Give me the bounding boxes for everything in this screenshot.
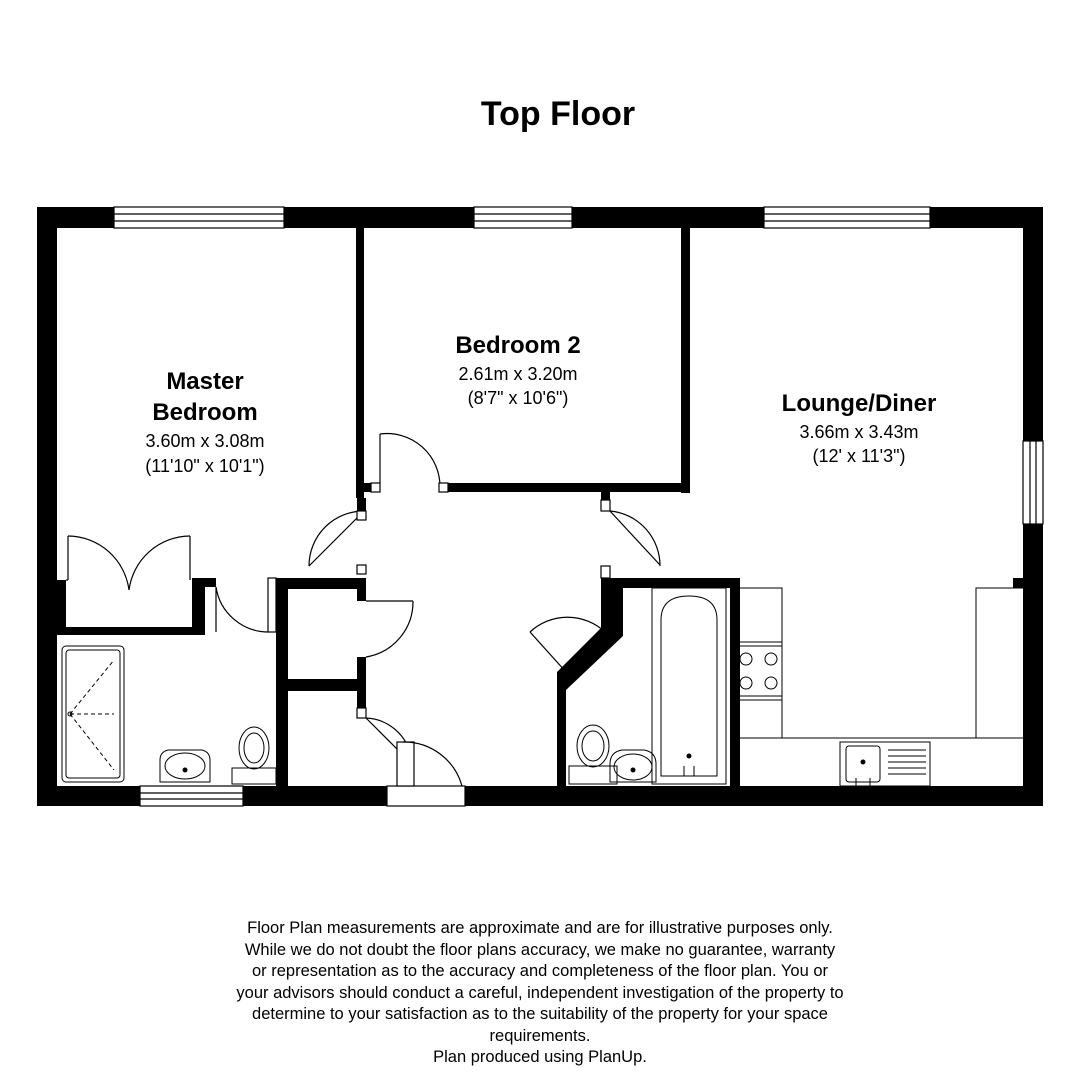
disclaimer-line: While we do not doubt the floor plans accuracy, we make no guarantee, warranty: [244, 940, 836, 959]
wall-cupboard-right-a: [357, 589, 366, 601]
exterior-wall-left: [37, 207, 57, 806]
master-bedroom-name-line2: Bedroom: [152, 399, 258, 426]
kitchen-sink-icon: [840, 742, 930, 786]
lounge-diner-name: Lounge/Diner: [781, 390, 937, 417]
disclaimer: [140, 918, 940, 1069]
ensuite-toilet-icon: [232, 727, 276, 784]
wall-wardrobe-right: [192, 578, 205, 635]
wall-bath-left: [557, 672, 566, 786]
wall-wardrobe-bottom: [57, 627, 197, 635]
bedroom-2-imperial: (8'7" x 10'6"): [467, 388, 569, 408]
lounge-diner-imperial: (12' x 11'3"): [812, 446, 906, 466]
master-bedroom-metric: 3.60m x 3.08m: [145, 431, 265, 451]
bedroom-2-metric: 2.61m x 3.20m: [458, 364, 578, 384]
wall-stub-bed2-right: [601, 492, 610, 500]
wall-master-bed2: [356, 228, 364, 498]
master-bedroom-imperial: (11'10" x 10'1"): [145, 456, 265, 476]
window-lounge-top: [764, 207, 930, 228]
fixtures: [62, 588, 1023, 786]
window-bed2-top: [474, 207, 572, 228]
wall-cupboard-top: [288, 578, 366, 589]
wall-lounge-stub: [1013, 578, 1023, 588]
wall-bed2-bottom: [447, 483, 690, 492]
wall-bath-left-block: [601, 588, 623, 628]
wall-cupboard-mid: [288, 679, 366, 691]
wall-wardrobe-left: [57, 580, 66, 635]
entrance-opening: [387, 786, 465, 806]
door-master-bedroom: [309, 511, 366, 574]
door-bedroom-2: [371, 434, 448, 492]
walls: [37, 207, 1043, 806]
wall-cupboard-right-b: [357, 657, 366, 679]
shower-tray-icon: [62, 646, 124, 782]
room-labels: [145, 332, 936, 476]
ensuite-basin-icon: [160, 750, 210, 782]
door-lounge: [601, 500, 660, 578]
door-cupboard-1: [366, 601, 413, 657]
window-ensuite-bottom: [140, 786, 243, 806]
disclaimer-line: requirements.: [489, 1026, 591, 1045]
disclaimer-line: your advisors should conduct a careful, independent investigation of the property to: [236, 983, 844, 1002]
wall-ensuite-right: [276, 578, 288, 786]
wall-bath-right: [730, 578, 740, 786]
window-lounge-right: [1023, 441, 1043, 524]
lounge-diner-metric: 3.66m x 3.43m: [799, 422, 919, 442]
disclaimer-line: Floor Plan measurements are approximate and are for illustrative purposes only.: [247, 919, 833, 937]
disclaimer-line: determine to your satisfaction as to the suitability of the property for your space: [252, 1005, 828, 1023]
window-master-top: [114, 207, 284, 228]
wall-cupboard-right-c: [357, 691, 366, 708]
disclaimer-line: or representation as to the accuracy and completeness of the floor plan. You or: [251, 962, 829, 980]
bedroom-2-name: Bedroom 2: [455, 332, 581, 359]
floor-title: Top Floor: [480, 95, 636, 133]
door-ensuite: [216, 578, 276, 632]
windows: [114, 207, 1043, 806]
wall-stub-hall-top: [357, 498, 366, 511]
disclaimer-line: Plan produced using PlanUp.: [433, 1048, 647, 1066]
master-bedroom-name-line1: Master: [166, 368, 244, 395]
hob-icon: [736, 646, 782, 696]
wall-stub-ensuite: [205, 578, 216, 587]
wall-bed2-lounge: [681, 228, 690, 493]
wardrobe-doors: [66, 536, 190, 590]
door-entrance: [397, 742, 462, 786]
wall-bath-top: [601, 578, 740, 588]
bathtub-icon: [652, 588, 726, 784]
wall-bath-diagonal: [557, 628, 623, 690]
